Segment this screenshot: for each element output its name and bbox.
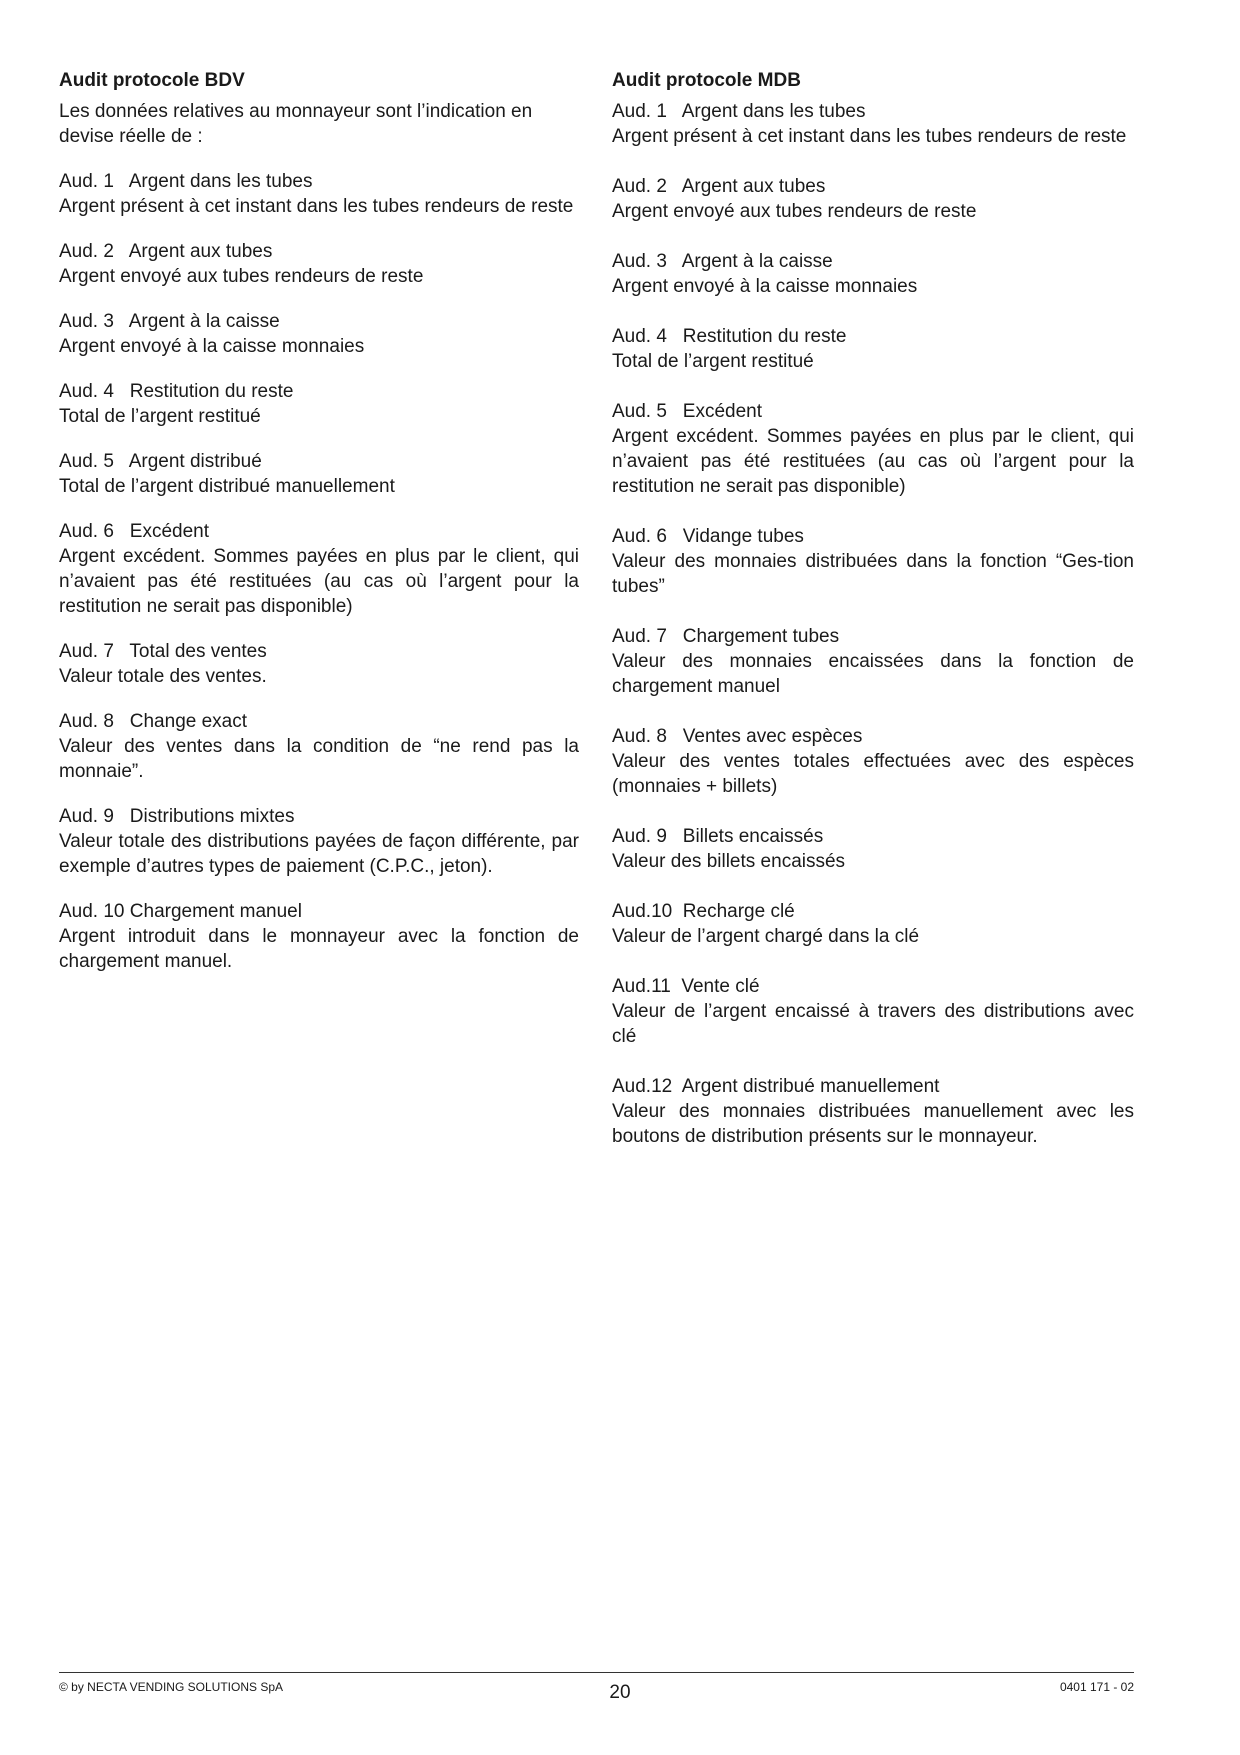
document-code: 0401 171 - 02 (1059, 1680, 1134, 1694)
footer-copyright: © by NECTA VENDING SOLUTIONS SpA (59, 1680, 284, 1694)
audit-entry (59, 709, 579, 784)
section-heading-bdv: Audit protocole BDV (59, 70, 245, 91)
audit-entry-title: Aud.12 Argent distribué manuellement (612, 1076, 940, 1097)
audit-entry (59, 639, 579, 689)
audit-entry (612, 249, 1134, 299)
audit-entry-title: Aud. 8 Change exact (59, 711, 248, 732)
page-number: 20 (609, 1682, 631, 1703)
audit-entry (59, 899, 579, 974)
audit-entry-title: Aud. 9 Distributions mixtes (59, 806, 295, 827)
audit-entry-description: Argent envoyé aux tubes rendeurs de reste (59, 266, 424, 287)
audit-entry-title: Aud. 3 Argent à la caisse (612, 251, 833, 272)
audit-entry (612, 99, 1134, 149)
audit-entry-title: Aud. 2 Argent aux tubes (59, 241, 273, 262)
entry-list-bdv (59, 169, 579, 974)
audit-entry-description: Argent présent à cet instant dans les tubes rendeurs de reste (59, 196, 574, 217)
audit-entry-title: Aud. 8 Ventes avec espèces (612, 726, 863, 747)
audit-entry-title: Aud. 3 Argent à la caisse (59, 311, 280, 332)
audit-entry (59, 309, 579, 359)
audit-entry-description: Argent excédent. Sommes payées en plus par le client, qui n’avaient pas été restituées (au cas où l’argent pour la restitution ne serait pas disponible) (59, 546, 579, 617)
audit-entry (612, 899, 1134, 949)
audit-entry-title: Aud. 1 Argent dans les tubes (612, 101, 866, 122)
audit-entry-description: Valeur de l’argent chargé dans la clé (612, 926, 920, 947)
audit-entry (59, 519, 579, 619)
audit-entry-description: Argent excédent. Sommes payées en plus par le client, qui n’avaient pas été restituées (au cas où l’argent pour la restitution ne serait pas disponible) (612, 426, 1134, 497)
audit-entry-title: Aud. 7 Chargement tubes (612, 626, 840, 647)
audit-entry-description: Argent présent à cet instant dans les tubes rendeurs de reste (612, 126, 1127, 147)
audit-entry (612, 174, 1134, 224)
audit-entry-description: Valeur des monnaies distribuées manuellement avec les boutons de distribution présents sur le monnayeur. (612, 1101, 1134, 1147)
audit-entry-title: Aud. 10 Chargement manuel (59, 901, 302, 922)
audit-entry-description: Argent envoyé aux tubes rendeurs de reste (612, 201, 977, 222)
audit-entry-title: Aud. 4 Restitution du reste (612, 326, 847, 347)
audit-entry-title: Aud.10 Recharge clé (612, 901, 795, 922)
audit-entry-title: Aud. 4 Restitution du reste (59, 381, 294, 402)
audit-entry-description: Valeur de l’argent encaissé à travers des distributions avec clé (612, 1001, 1134, 1047)
audit-entry-description: Valeur des monnaies encaissées dans la fonction de chargement manuel (612, 651, 1134, 697)
audit-entry-description: Valeur des ventes totales effectuées avec des espèces (monnaies + billets) (612, 751, 1134, 797)
audit-entry-title: Aud. 9 Billets encaissés (612, 826, 824, 847)
audit-entry-description: Valeur totale des ventes. (59, 666, 267, 687)
left-column (59, 68, 579, 994)
audit-entry-description: Valeur des ventes dans la condition de “ne rend pas la monnaie”. (59, 736, 579, 782)
audit-entry (59, 169, 579, 219)
entry-list-mdb (612, 99, 1134, 1149)
audit-entry-description: Total de l’argent restitué (612, 351, 814, 372)
right-column (612, 68, 1134, 1174)
audit-entry (59, 239, 579, 289)
audit-entry-description: Valeur des monnaies distribuées dans la fonction “Ges-tion tubes” (612, 551, 1134, 597)
audit-entry-description: Argent envoyé à la caisse monnaies (59, 336, 365, 357)
audit-entry-title: Aud. 6 Excédent (59, 521, 209, 542)
audit-entry (59, 379, 579, 429)
audit-entry-description: Valeur des billets encaissés (612, 851, 846, 872)
audit-entry-title: Aud. 2 Argent aux tubes (612, 176, 826, 197)
audit-entry-description: Total de l’argent restitué (59, 406, 261, 427)
audit-entry (612, 399, 1134, 499)
audit-entry-description: Argent introduit dans le monnayeur avec la fonction de chargement manuel. (59, 926, 579, 972)
audit-entry (612, 524, 1134, 599)
section-heading-mdb: Audit protocole MDB (612, 70, 801, 91)
audit-entry (59, 804, 579, 879)
audit-entry (612, 824, 1134, 874)
audit-entry-title: Aud. 7 Total des ventes (59, 641, 267, 662)
footer-divider (59, 1672, 1134, 1673)
audit-entry (612, 724, 1134, 799)
audit-entry (612, 324, 1134, 374)
audit-entry (612, 1074, 1134, 1149)
audit-entry-description: Argent envoyé à la caisse monnaies (612, 276, 918, 297)
audit-entry (612, 974, 1134, 1049)
audit-entry (59, 449, 579, 499)
audit-entry-title: Aud. 6 Vidange tubes (612, 526, 804, 547)
audit-entry (612, 624, 1134, 699)
section-intro: Les données relatives au monnayeur sont l’indication en devise réelle de : (59, 101, 533, 147)
audit-entry-title: Aud. 1 Argent dans les tubes (59, 171, 313, 192)
audit-entry-description: Total de l’argent distribué manuellement (59, 476, 395, 497)
audit-entry-title: Aud. 5 Excédent (612, 401, 762, 422)
audit-entry-title: Aud. 5 Argent distribué (59, 451, 262, 472)
audit-entry-description: Valeur totale des distributions payées de façon différente, par exemple d’autres types de paiement (C.P.C., jeton). (59, 831, 579, 877)
audit-entry-title: Aud.11 Vente clé (612, 976, 760, 997)
